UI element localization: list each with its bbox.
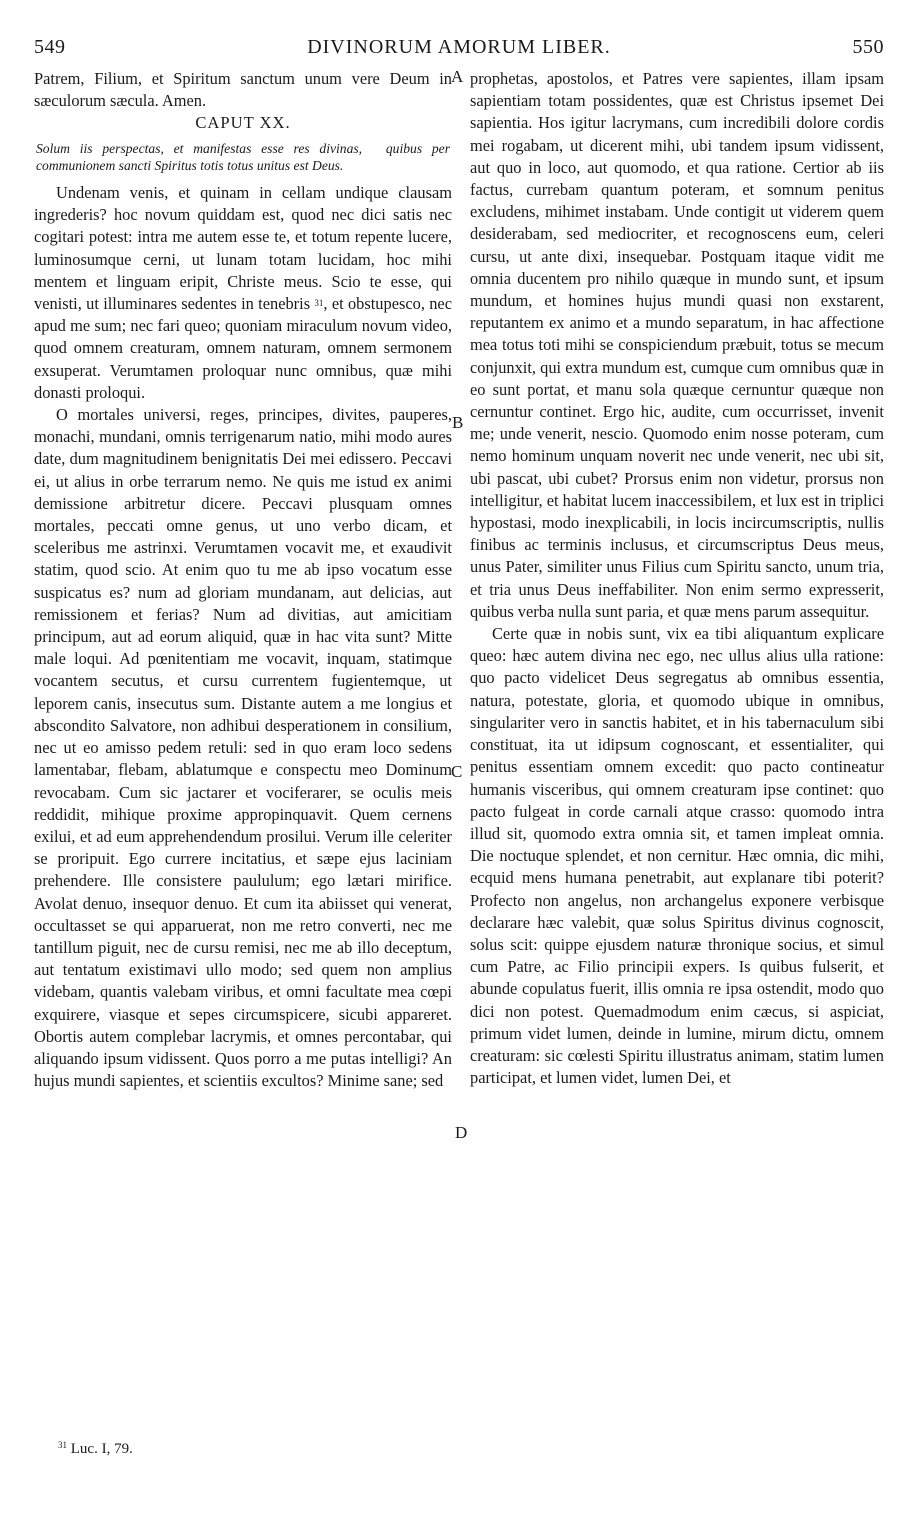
paragraph: [34, 182, 452, 404]
paragraph: O mortales universi, reges, principes, divites, pauperes, monachi, mundani, omnis terrigenarum natio, mihi modo aures date, dum magnitudinem benignitatis Dei mei edissero. Peccavi ei, ut alius in orbe terrarum nemo. Ne quis me istud ex animi demissione arbitretur dicere. Peccavi plusquam omnes mortales, peccati omne genus, ut uno verbo dicam, et sceleribus me astrinxi. Verumtamen vocavit me, et exaudivit statim, quod scio. At enim quo tu me ab ipso vocatum esse suspicatus es? num ad gloriam mundanam, aut delicias, aut remissionem et ferias? Num ad divitias, aut amicitiam principum, aut ad eorum aliquid, quæ in hac vita sunt? Mitte male loqui. Ad pœnitentiam me vocavit, inquam, statimque vocantem secutus, et cursu currentem fugientemque, ut leporem canis, insecutus sum. Distante autem a me longius et abscondito Salvatore, non adhibui desperationem in consilium, nec ut eo amisso pedem retuli: sed in quo eram loco sedens lamentabar, flebam, ablatumque e conspectu meo Dominum revocabam. Cum sic jactarer et vociferarer, se oculis meis reddidit, mihique proxime appropinquavit. Quem cernens exilui, et ad eum apprehendendum prosilui. Verum ille celeriter se proripuit. Ego currere incitatius, et sæpe ejus laciniam prehendere. Ille consistere paululum; ego lætari mirifice. Avolat denuo, insequor denuo. Et cum ita abiisset qui venerat, occultasset se qui apparuerat, non me retro converti, nec me tantillum piguit, nec de cursu remisi, nec me ab illo deceptum, aut tentatum existimavi ullo modo; sed quem non amplius videbam, quantis valebam viribus, et omni facultate mea cœpi exquirere, viasque et sepes circumspicere, sicubi appareret. Obortis autem complebar lacrymis, et omnes percontabar, qui aliquando ipsum vidissent. Quos porro a me putas intelligi? An hujus mundi sapientes, et scientiis excultos? Minime sane; sed: [34, 405, 452, 1091]
margin-letter-d: D: [455, 1123, 468, 1142]
footnote: [58, 1441, 133, 1458]
chapter-summary-first: Solum iis perspectas, et manifestas esse res divinas,: [36, 140, 363, 156]
chapter-summary-rest: quibus per communionem sancti Spiritus totis totus unitus est Deus.: [36, 140, 450, 173]
paragraph: Certe quæ in nobis sunt, vix ea tibi aliquantum explicare queo: hæc autem divina nec ego, nec ullus alius ulla ratione: quo pacto videlicet Deus segregatus ab omnibus essentia, natura, potestate, gloria, et quomodo ubique in omnibus, singulariter vero in sanctis habitet, et in his tabernaculum sibi constituat, ita ut idipsum cognoscant, et essentialiter, qui penitus essentiam omnem excedit: quo pacto contineatur humanis visceribus, qui omnem creaturam ipse continet: quo pacto fulgeat in corde carnali atque crasso: quomodo intra illud sit, quomodo extra omnia sit, et tamen impleat omnia. Die noctuque splendet, et non cernitur. Hæc omnia, dic mihi, ecquid mens humana penetrabit, aut explanare tibi poterit? Profecto non angelus, non archangelus exponere verbisque declarare hæc valebit, quæ solus Spiritus divinus cognoscit, solus scit: quippe ejusdem naturæ thronique socius, et simul cum Patre, ac Filio principii expers. Is quibus fulserit, et abunde copulatus fuerit, illis omnia re ipsa ostendit, modo quo dici non potest. Quemadmodum enim cæcus, si aspiciat, primum videt lumen, deinde in lumine, mirum dictu, omnem creaturam: sic cœlesti Spiritu illustratus animam, statim lumen participat, et lumen videt, lumen Dei, et: [470, 624, 884, 1088]
margin-letter-b: B: [452, 413, 464, 432]
margin-letter-c: C: [451, 762, 463, 781]
chapter-title: CAPUT XX.: [195, 113, 291, 133]
chapter-summary: [34, 140, 452, 174]
left-column: [34, 68, 452, 1092]
right-column: [470, 68, 884, 1089]
paragraph-text: , et obstupesco, nec apud me sum; nec fari queo; quoniam miraculum novum video, quod omnem creaturam, omnem naturam, omnem sermonem exsuperat. Verumtamen proloquar nunc omnibus, quæ mihi donasti proloqui.: [34, 294, 452, 402]
margin-letter-a: A: [451, 67, 464, 86]
footnote-reference: 31: [314, 298, 324, 309]
page-number-left: 549: [34, 36, 66, 58]
running-title: DIVINORUM AMORUM LIBER.: [307, 36, 611, 58]
running-header: [34, 36, 884, 62]
footnote-number: 31: [58, 1440, 67, 1450]
paragraph: prophetas, apostolos, et Patres vere sapientes, illam ipsam sapientiam totam possidentes, quæ est Christus ipsemet Dei sapientia. Hos igitur lacrymans, cum incredibili dolore cordis mei rogabam, ut dicerent mihi, ubi tandem ipsum vidissent, aut quo in loco, aut quomodo, et qua ratione. Certior ab iis factus, currebam quantum poteram, et somnum penitus excludens, mihimet instabam. Unde contigit ut viderem quem desiderabam, sed mediocriter, et recognoscens eum, celeri cursu, ut ante dixi, insequebar. Postquam itaque vidit me omnia ducentem pro nihilo quæque in mundo sunt, et ipsum mundum, et homines hujus mundi quasi non exstarent, reputantem ex animo et a mundo separatum, in hac affectione mea totus toti mihi se conspiciendum præbuit, totus se mecum conjunxit, qui extra mundum est, cumque cum omnibus quæ in eo sunt portat, et manu sola quæque cernuntur quæque non cernuntur continet. Ergo hic, audite, cum occurrisset, invenit me; unde venerit, nescio. Quomodo enim nosse poteram, cum nemo hominum unquam noverit nec unde venerit, nec ubi sit, ubi pascat, ubi cubet? Prorsus enim non videtur, prorsus non intelligitur, et habitat lucem inaccessibilem, et lux est in triplici hypostasi, modo inexplicabili, in locis incircumscriptis, nullis finibus ac terminis inclusus, et circumscriptus Deus meus, unus Pater, similiter unus Filius cum Spiritu sancto, unum tria, et tria unus Deus ineffabiliter. Non enim sermo expresserit, quibus verba nulla sunt paria, et quæ mens parum assequitur.: [470, 69, 885, 621]
paragraph-text: Undenam venis, et quinam in cellam undique clausam ingrederis? hoc novum quiddam est, quod nec dici satis nec cogitari potest: intra me autem esse te, et totum repente lucere, luminosumque cerni, ut lunam totam lucidam, hoc mihi mentem et linguam eripit, Christe meus. Scio te esse, qui venisti, ut illuminares sedentes in tenebris: [34, 183, 452, 314]
opening-text: Patrem, Filium, et Spiritum sanctum unum vere Deum in sæculorum sæcula. Amen.: [34, 69, 452, 111]
page-number-right: 550: [852, 36, 884, 58]
footnote-text: Luc. I, 79.: [70, 1441, 133, 1457]
